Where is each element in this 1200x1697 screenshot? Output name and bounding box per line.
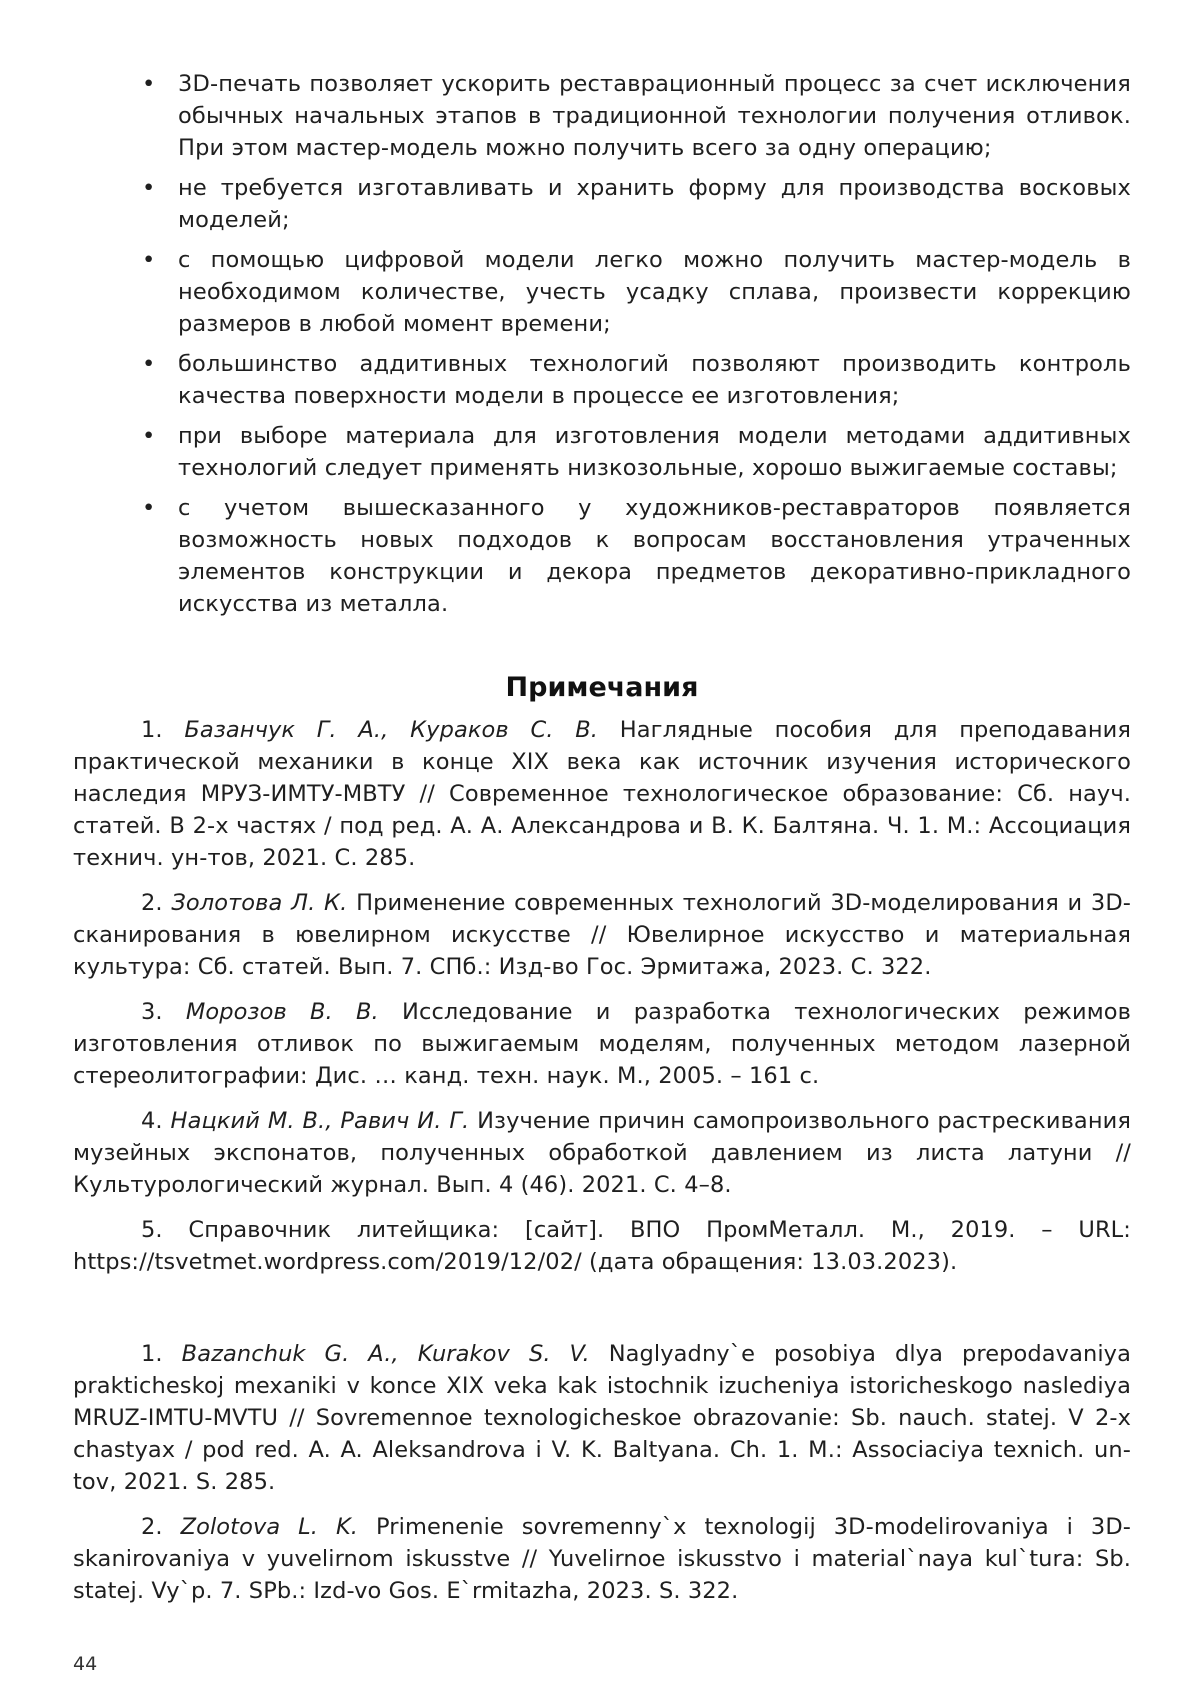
notes-heading: Примечания xyxy=(505,672,699,703)
reference-number: 1. xyxy=(141,717,163,743)
reference-number: 4. xyxy=(141,1108,163,1134)
reference-text: Primenenie sovremenny`x texnologij 3D-modelirovaniya i 3D-skanirovaniya v yuvelirnom iskusstve // Yuvelirnoe iskusstvo i material`naya kul`tura: Sb. statej. Vy`p. 7. SPb.: Izd-vo Gos. E`rmitazha, 2023. S. 322. xyxy=(73,1514,1131,1604)
bullet-item xyxy=(73,492,1131,620)
conclusion-bullet-list xyxy=(73,68,1131,620)
reference-authors: Золотова Л. К. xyxy=(171,890,348,916)
transliterated-references-list xyxy=(73,1338,1131,1607)
bullet-dot-icon: • xyxy=(142,71,156,97)
reference-item xyxy=(73,1105,1131,1201)
reference-text: Исследование и разработка технологических режимов изготовления отливок по выжигаемым моделям, полученных методом лазерной стереолитографии: Дис. … канд. техн. наук. М., 2005. – 161 с. xyxy=(73,999,1131,1089)
bullet-item xyxy=(73,172,1131,236)
bullet-dot-icon: • xyxy=(142,175,156,201)
reference-text: Изучение причин самопроизвольного растрескивания музейных экспонатов, полученных обработкой давлением из листа латуни // Культурологический журнал. Вып. 4 (46). 2021. С. 4–8. xyxy=(73,1108,1131,1198)
reference-number: 5. xyxy=(141,1217,163,1243)
reference-number: 1. xyxy=(141,1341,163,1367)
reference-authors: Морозов В. В. xyxy=(185,999,379,1025)
reference-item xyxy=(73,714,1131,874)
bullet-item xyxy=(73,244,1131,340)
bullet-item xyxy=(73,348,1131,412)
reference-text: Naglyadny`e posobiya dlya prepodavaniya prakticheskoj mexaniki v konce XIX veka kak istochnik izucheniya istoricheskogo naslediya MRUZ-IMTU-MVTU // Sovremennoe texnologicheskoe obrazovanie: Sb. nauch. statej. V 2-x chastyax / pod red. A. A. Aleksandrova i V. K. Baltyana. Ch. 1. M.: Associaciya texnich. un-tov, 2021. S. 285. xyxy=(73,1341,1131,1495)
bullet-text: 3D-печать позволяет ускорить реставрационный процесс за счет исключения обычных начальных этапов в традиционной технологии получения отливок. При этом мастер-модель можно получить всего за одну операцию; xyxy=(178,71,1131,161)
reference-authors: Базанчук Г. А., Кураков С. В. xyxy=(184,717,599,743)
reference-text: Справочник литейщика: [сайт]. ВПО ПромМеталл. М., 2019. – URL: https://tsvetmet.wordpress.com/2019/12/02/ (дата обращения: 13.03.2023). xyxy=(73,1217,1131,1275)
bullet-text: большинство аддитивных технологий позволяют производить контроль качества поверхности модели в процессе ее изготовления; xyxy=(178,351,1131,409)
bullet-dot-icon: • xyxy=(142,495,156,521)
reference-item xyxy=(73,996,1131,1092)
bullet-dot-icon: • xyxy=(142,423,156,449)
reference-text: Применение современных технологий 3D-моделирования и 3D- сканирования в ювелирном искусстве // Ювелирное искусство и материальная культура: Сб. статей. Вып. 7. СПб.: Изд-во Гос. Эрмитажа, 2023. С. 322. xyxy=(73,890,1131,980)
bullet-dot-icon: • xyxy=(142,351,156,377)
reference-number: 2. xyxy=(141,1514,163,1540)
bullet-dot-icon: • xyxy=(142,247,156,273)
reference-item xyxy=(73,887,1131,983)
reference-authors: Zolotova L. K. xyxy=(180,1514,359,1540)
references-list xyxy=(73,714,1131,1278)
bullet-text: с помощью цифровой модели легко можно получить мастер-модель в необходимом количестве, учесть усадку сплава, произвести коррекцию размеров в любой момент времени; xyxy=(178,247,1131,337)
page-content xyxy=(73,68,1131,1620)
bullet-text: не требуется изготавливать и хранить форму для производства восковых моделей; xyxy=(178,175,1131,233)
page-number: 44 xyxy=(73,1653,98,1675)
reference-authors: Bazanchuk G. A., Kurakov S. V. xyxy=(181,1341,590,1367)
bullet-text: при выборе материала для изготовления модели методами аддитивных технологий следует применять низкозольные, хорошо выжигаемые составы; xyxy=(178,423,1131,481)
reference-item xyxy=(73,1214,1131,1278)
reference-number: 2. xyxy=(141,890,163,916)
bullet-text: с учетом вышесказанного у художников-реставраторов появляется возможность новых подходов к вопросам восстановления утраченных элементов конструкции и декора предметов декоративно-прикладного искусства из металла. xyxy=(178,495,1131,617)
bullet-item xyxy=(73,420,1131,484)
reference-text: Наглядные пособия для преподавания практической механики в конце XIX века как источник изучения исторического наследия МРУЗ-ИМТУ-МВТУ // Современное технологическое образование: Сб. науч. статей. В 2-х частях / под ред. А. А. Александрова и В. К. Балтяна. Ч. 1. М.: Ассоциация технич. ун-тов, 2021. С. 285. xyxy=(73,717,1131,871)
reference-authors: Нацкий М. В., Равич И. Г. xyxy=(170,1108,470,1134)
translit-reference-item xyxy=(73,1338,1131,1498)
translit-reference-item xyxy=(73,1511,1131,1607)
reference-number: 3. xyxy=(141,999,163,1025)
bullet-item xyxy=(73,68,1131,164)
